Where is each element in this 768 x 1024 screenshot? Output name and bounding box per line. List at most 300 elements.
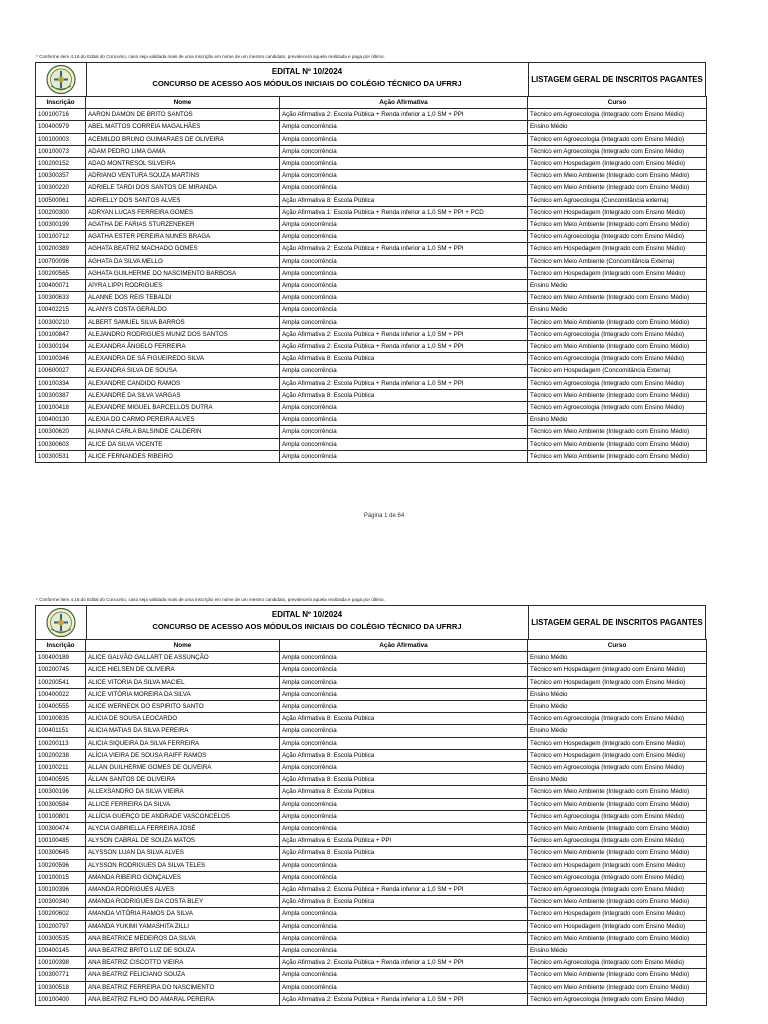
cell-curso: Técnico em Agroecologia (Integrado com Ensino Médio) bbox=[528, 402, 707, 414]
table-row bbox=[36, 353, 707, 365]
table-row bbox=[36, 194, 707, 206]
table-row bbox=[36, 932, 707, 944]
cell-curso: Técnico em Agroecologia (Integrado com Ensino Médio) bbox=[528, 835, 707, 847]
cell-nome: ALEXANDRE DA SILVA VARGAS bbox=[86, 389, 280, 401]
cell-acao-afirmativa: Ampla concorrência bbox=[280, 676, 528, 688]
table-row bbox=[36, 231, 707, 243]
cell-curso: Técnico em Meio Ambiente (Integrado com Ensino Médio) bbox=[528, 798, 707, 810]
cell-acao-afirmativa: Ação Afirmativa 2: Escola Pública + Renda inferior a 1,0 SM + PPI bbox=[280, 243, 528, 255]
cell-inscricao: 100400071 bbox=[36, 280, 86, 292]
cell-nome: ALICIA MATIAS DA SILVA PEREIRA bbox=[86, 725, 280, 737]
cell-acao-afirmativa: Ampla concorrência bbox=[280, 823, 528, 835]
cell-curso: Ensino Médio bbox=[528, 945, 707, 957]
table-row bbox=[36, 920, 707, 932]
cell-inscricao: 100100418 bbox=[36, 402, 86, 414]
cell-acao-afirmativa: Ampla concorrência bbox=[280, 664, 528, 676]
table-row bbox=[36, 810, 707, 822]
cell-acao-afirmativa: Ação Afirmativa 2: Escola Pública + Renda inferior a 1,0 SM + PPI bbox=[280, 328, 528, 340]
cell-inscricao: 100100073 bbox=[36, 145, 86, 157]
col-curso: Curso bbox=[528, 640, 707, 652]
table-row bbox=[36, 737, 707, 749]
cell-acao-afirmativa: Ampla concorrência bbox=[280, 688, 528, 700]
cell-acao-afirmativa: Ação Afirmativa 8: Escola Pública bbox=[280, 194, 528, 206]
edital-note: * Conforme item 4.16 do Edital do Concurso, caso seja validada mais de uma inscrição em nome de um mesmo candidato, prevalecerá aquela realizada e paga por último. bbox=[36, 54, 385, 59]
cell-acao-afirmativa: Ação Afirmativa 8: Escola Pública bbox=[280, 786, 528, 798]
cell-nome: ALLÍCIA GUERÇO DE ANDRADE VASCONCELOS bbox=[86, 810, 280, 822]
cell-nome: ALEXANDRA SILVA DE SOUSA bbox=[86, 365, 280, 377]
cell-acao-afirmativa: Ampla concorrência bbox=[280, 871, 528, 883]
ufrrj-logo bbox=[36, 606, 87, 639]
cell-inscricao: 100200565 bbox=[36, 267, 86, 279]
cell-nome: ALLICE FERREIRA DA SILVA bbox=[86, 798, 280, 810]
cell-acao-afirmativa: Ampla concorrência bbox=[280, 652, 528, 664]
cell-acao-afirmativa: Ampla concorrência bbox=[280, 725, 528, 737]
cell-inscricao: 100200596 bbox=[36, 859, 86, 871]
cell-nome: ALLEXSANDRO DA SILVA VIEIRA bbox=[86, 786, 280, 798]
document-header bbox=[35, 605, 706, 639]
cell-curso: Ensino Médio bbox=[528, 701, 707, 713]
cell-inscricao: 100200300 bbox=[36, 206, 86, 218]
table-row bbox=[36, 109, 707, 121]
cell-acao-afirmativa: Ampla concorrência bbox=[280, 438, 528, 450]
cell-curso: Técnico em Agroecologia (Concomitância externa) bbox=[528, 194, 707, 206]
cell-inscricao: 100600027 bbox=[36, 365, 86, 377]
table-row bbox=[36, 981, 707, 993]
cell-acao-afirmativa: Ação Afirmativa 1: Escola Pública + Renda inferior a 1,0 SM + PPI + PCD bbox=[280, 206, 528, 218]
table-row bbox=[36, 762, 707, 774]
cell-nome: ADAM PEDRO LIMA GAMA bbox=[86, 145, 280, 157]
cell-acao-afirmativa: Ampla concorrência bbox=[280, 450, 528, 462]
cell-curso: Técnico em Meio Ambiente (Integrado com Ensino Médio) bbox=[528, 341, 707, 353]
cell-acao-afirmativa: Ampla concorrência bbox=[280, 701, 528, 713]
cell-acao-afirmativa: Ampla concorrência bbox=[280, 920, 528, 932]
cell-nome: ANA BEATRICE MEDEIROS DA SILVA bbox=[86, 932, 280, 944]
cell-acao-afirmativa: Ampla concorrência bbox=[280, 316, 528, 328]
cell-inscricao: 100200797 bbox=[36, 920, 86, 932]
cell-curso: Técnico em Meio Ambiente (Integrado com Ensino Médio) bbox=[528, 969, 707, 981]
table-row bbox=[36, 414, 707, 426]
cell-curso: Técnico em Hospedagem (Integrado com Ensino Médio) bbox=[528, 664, 707, 676]
page-number: Página 1 de 64 bbox=[363, 513, 405, 519]
edital-title: EDITAL Nº 10/2024 bbox=[271, 610, 343, 619]
cell-acao-afirmativa: Ampla concorrência bbox=[280, 737, 528, 749]
cell-curso: Técnico em Meio Ambiente (Integrado com Ensino Médio) bbox=[528, 182, 707, 194]
table-row bbox=[36, 426, 707, 438]
table-row bbox=[36, 377, 707, 389]
table-row bbox=[36, 365, 707, 377]
cell-nome: ALICE FERNANDES RIBEIRO bbox=[86, 450, 280, 462]
cell-curso: Técnico em Hospedagem (Integrado com Ensino Médio) bbox=[528, 206, 707, 218]
table-row bbox=[36, 847, 707, 859]
cell-inscricao: 100500061 bbox=[36, 194, 86, 206]
cell-inscricao: 100300474 bbox=[36, 823, 86, 835]
cell-acao-afirmativa: Ampla concorrência bbox=[280, 859, 528, 871]
cell-acao-afirmativa: Ampla concorrência bbox=[280, 762, 528, 774]
cell-inscricao: 100200541 bbox=[36, 676, 86, 688]
cell-nome: ALYSON CABRAL DE SOUZA MATOS bbox=[86, 835, 280, 847]
table-header-row bbox=[36, 640, 707, 652]
table-row bbox=[36, 389, 707, 401]
cell-curso: Técnico em Meio Ambiente (Integrado com Ensino Médio) bbox=[528, 932, 707, 944]
cell-curso: Ensino Médio bbox=[528, 121, 707, 133]
cell-acao-afirmativa: Ampla concorrência bbox=[280, 908, 528, 920]
table-row bbox=[36, 688, 707, 700]
cell-curso: Técnico em Meio Ambiente (Integrado com Ensino Médio) bbox=[528, 847, 707, 859]
cell-nome: AGATHA DE FARIAS STURZENEKER bbox=[86, 219, 280, 231]
cell-nome: ADRIELLY DOS SANTOS ALVES bbox=[86, 194, 280, 206]
cell-curso: Técnico em Agroecologia (Integrado com Ensino Médio) bbox=[528, 810, 707, 822]
cell-curso: Técnico em Agroecologia (Integrado com Ensino Médio) bbox=[528, 871, 707, 883]
cell-curso: Técnico em Agroecologia (Integrado com Ensino Médio) bbox=[528, 145, 707, 157]
cell-acao-afirmativa: Ampla concorrência bbox=[280, 219, 528, 231]
cell-nome: ALANNE DOS REIS TEBALDI bbox=[86, 292, 280, 304]
table-row bbox=[36, 713, 707, 725]
table-row bbox=[36, 206, 707, 218]
cell-inscricao: 100400189 bbox=[36, 652, 86, 664]
table-row bbox=[36, 798, 707, 810]
cell-curso: Ensino Médio bbox=[528, 725, 707, 737]
cell-inscricao: 100300199 bbox=[36, 219, 86, 231]
cell-inscricao: 100401151 bbox=[36, 725, 86, 737]
table-row bbox=[36, 908, 707, 920]
cell-curso: Técnico em Meio Ambiente (Integrado com Ensino Médio) bbox=[528, 426, 707, 438]
cell-curso: Técnico em Hospedagem (Integrado com Ensino Médio) bbox=[528, 676, 707, 688]
cell-nome: AARON DAMON DE BRITO SANTOS bbox=[86, 109, 280, 121]
table-row bbox=[36, 664, 707, 676]
cell-acao-afirmativa: Ampla concorrência bbox=[280, 182, 528, 194]
cell-curso: Técnico em Agroecologia (Integrado com Ensino Médio) bbox=[528, 993, 707, 1005]
cell-curso: Técnico em Hospedagem (Integrado com Ensino Médio) bbox=[528, 158, 707, 170]
concurso-title: CONCURSO DE ACESSO AOS MÓDULOS INICIAIS DO COLÉGIO TÉCNICO DA UFRRJ bbox=[152, 79, 462, 88]
cell-inscricao: 100300633 bbox=[36, 292, 86, 304]
cell-acao-afirmativa: Ação Afirmativa 8: Escola Pública bbox=[280, 713, 528, 725]
table-row bbox=[36, 402, 707, 414]
cell-inscricao: 100300584 bbox=[36, 798, 86, 810]
cell-nome: ANA BEATRIZ FILHO DO AMARAL PEREIRA bbox=[86, 993, 280, 1005]
cell-acao-afirmativa: Ação Afirmativa 8: Escola Pública bbox=[280, 774, 528, 786]
cell-nome: ALICE VITORIA DA SILVA MACIEL bbox=[86, 676, 280, 688]
cell-acao-afirmativa: Ampla concorrência bbox=[280, 231, 528, 243]
table-row bbox=[36, 316, 707, 328]
cell-acao-afirmativa: Ampla concorrência bbox=[280, 267, 528, 279]
cell-nome: ANA BEATRIZ FELICIANO SOUZA bbox=[86, 969, 280, 981]
cell-acao-afirmativa: Ação Afirmativa 8: Escola Pública bbox=[280, 847, 528, 859]
cell-acao-afirmativa: Ampla concorrência bbox=[280, 170, 528, 182]
cell-nome: ALIANNA CARLA BALSINDE CALDERIN bbox=[86, 426, 280, 438]
table-row bbox=[36, 945, 707, 957]
table-row bbox=[36, 170, 707, 182]
cell-nome: ALICIA SIQUEIRA DA SILVA FERREIRA bbox=[86, 737, 280, 749]
cell-curso: Técnico em Hospedagem (Integrado com Ensino Médio) bbox=[528, 243, 707, 255]
cell-acao-afirmativa: Ação Afirmativa 2: Escola Pública + Renda inferior a 1,0 SM + PPI bbox=[280, 957, 528, 969]
cell-inscricao: 100100400 bbox=[36, 993, 86, 1005]
cell-inscricao: 100100801 bbox=[36, 810, 86, 822]
cell-nome: ALLAN GUILHERME GOMES DE OLIVEIRA bbox=[86, 762, 280, 774]
cell-nome: ÁLLAN SANTOS DE OLIVEIRA bbox=[86, 774, 280, 786]
cell-acao-afirmativa: Ação Afirmativa 8: Escola Pública bbox=[280, 749, 528, 761]
table-row bbox=[36, 652, 707, 664]
cell-inscricao: 100100003 bbox=[36, 133, 86, 145]
cell-inscricao: 100400979 bbox=[36, 121, 86, 133]
table-row bbox=[36, 749, 707, 761]
table-row bbox=[36, 328, 707, 340]
cell-curso: Técnico em Hospedagem (Integrado com Ensino Médio) bbox=[528, 737, 707, 749]
cell-nome: ALICE WERNECK DO ESPIRITO SANTO bbox=[86, 701, 280, 713]
table-row bbox=[36, 725, 707, 737]
cell-nome: AMANDA VITÓRIA RAMOS DA SILVA bbox=[86, 908, 280, 920]
cell-curso: Técnico em Meio Ambiente (Integrado com Ensino Médio) bbox=[528, 316, 707, 328]
cell-inscricao: 100200113 bbox=[36, 737, 86, 749]
cell-curso: Técnico em Agroecologia (Integrado com Ensino Médio) bbox=[528, 231, 707, 243]
table-row bbox=[36, 774, 707, 786]
cell-inscricao: 100300194 bbox=[36, 341, 86, 353]
table-row bbox=[36, 993, 707, 1005]
listagem-title: LISTAGEM GERAL DE INSCRITOS PAGANTES bbox=[528, 63, 705, 96]
cell-curso: Técnico em Meio Ambiente (Integrado com Ensino Médio) bbox=[528, 450, 707, 462]
cell-curso: Técnico em Meio Ambiente (Integrado com Ensino Médio) bbox=[528, 292, 707, 304]
cell-acao-afirmativa: Ampla concorrência bbox=[280, 798, 528, 810]
table-row bbox=[36, 438, 707, 450]
table-row bbox=[36, 267, 707, 279]
cell-acao-afirmativa: Ampla concorrência bbox=[280, 292, 528, 304]
cell-nome: ADRYAN LUCAS FERREIRA GOMES bbox=[86, 206, 280, 218]
cell-nome: ALEXIA DO CARMO PEREIRA ALVES bbox=[86, 414, 280, 426]
cell-nome: ALICE HIELSEN DE OLIVEIRA bbox=[86, 664, 280, 676]
table-row bbox=[36, 292, 707, 304]
cell-curso: Técnico em Hospedagem (Integrado com Ensino Médio) bbox=[528, 920, 707, 932]
cell-nome: AMANDA RODRIGUES ALVES bbox=[86, 884, 280, 896]
cell-inscricao: 100400555 bbox=[36, 701, 86, 713]
col-acao-afirmativa: Ação Afirmativa bbox=[280, 97, 528, 109]
cell-nome: AGHATA GUILHERME DO NASCIMENTO BARBOSA bbox=[86, 267, 280, 279]
cell-inscricao: 100300210 bbox=[36, 316, 86, 328]
cell-curso: Técnico em Hospedagem (Integrado com Ensino Médio) bbox=[528, 749, 707, 761]
cell-nome: ALEJANDRO RODRIGUES MUNIZ DOS SANTOS bbox=[86, 328, 280, 340]
cell-curso: Técnico em Agroecologia (Integrado com Ensino Médio) bbox=[528, 762, 707, 774]
cell-inscricao: 100100015 bbox=[36, 871, 86, 883]
cell-nome: ALICIA DE SOUSA LEOCARDO bbox=[86, 713, 280, 725]
cell-inscricao: 100300220 bbox=[36, 182, 86, 194]
cell-acao-afirmativa: Ampla concorrência bbox=[280, 810, 528, 822]
table-row bbox=[36, 304, 707, 316]
cell-curso: Técnico em Meio Ambiente (Integrado com Ensino Médio) bbox=[528, 438, 707, 450]
cell-inscricao: 100300340 bbox=[36, 896, 86, 908]
table-row bbox=[36, 243, 707, 255]
cell-acao-afirmativa: Ação Afirmativa 8: Escola Pública bbox=[280, 353, 528, 365]
cell-acao-afirmativa: Ampla concorrência bbox=[280, 365, 528, 377]
table-row bbox=[36, 182, 707, 194]
col-nome: Nome bbox=[86, 97, 280, 109]
cell-nome: ALBERT SAMUEL SILVA BARROS bbox=[86, 316, 280, 328]
cell-nome: ABEL MATTOS CORREIA MAGALHÃES bbox=[86, 121, 280, 133]
table-row bbox=[36, 450, 707, 462]
cell-inscricao: 100100716 bbox=[36, 109, 86, 121]
table-row bbox=[36, 676, 707, 688]
cell-nome: ALICE VITÓRIA MOREIRA DA SILVA bbox=[86, 688, 280, 700]
cell-curso: Ensino Médio bbox=[528, 688, 707, 700]
cell-curso: Ensino Médio bbox=[528, 652, 707, 664]
cell-curso: Técnico em Meio Ambiente (Integrado com Ensino Médio) bbox=[528, 170, 707, 182]
cell-curso: Ensino Médio bbox=[528, 414, 707, 426]
inscritos-table bbox=[35, 96, 707, 463]
cell-inscricao: 100300620 bbox=[36, 426, 86, 438]
col-inscricao: Inscrição bbox=[36, 640, 86, 652]
cell-curso: Técnico em Agroecologia (Integrado com Ensino Médio) bbox=[528, 713, 707, 725]
cell-inscricao: 100300357 bbox=[36, 170, 86, 182]
cell-inscricao: 100200238 bbox=[36, 749, 86, 761]
cell-acao-afirmativa: Ampla concorrência bbox=[280, 158, 528, 170]
cell-acao-afirmativa: Ampla concorrência bbox=[280, 402, 528, 414]
cell-inscricao: 100100211 bbox=[36, 762, 86, 774]
cell-curso: Técnico em Meio Ambiente (Integrado com Ensino Médio) bbox=[528, 896, 707, 908]
cell-curso: Técnico em Hospedagem (Integrado com Ensino Médio) bbox=[528, 908, 707, 920]
cell-acao-afirmativa: Ampla concorrência bbox=[280, 414, 528, 426]
cell-curso: Técnico em Meio Ambiente (Integrado com Ensino Médio) bbox=[528, 981, 707, 993]
document-header bbox=[35, 62, 706, 96]
cell-curso: Técnico em Hospedagem (Integrado com Ensino Médio) bbox=[528, 859, 707, 871]
edital-note: * Conforme item 4.16 do Edital do Concurso, caso seja validada mais de uma inscrição em nome de um mesmo candidato, prevalecerá aquela realizada e paga por último. bbox=[36, 597, 385, 602]
cell-acao-afirmativa: Ação Afirmativa 8: Escola Pública bbox=[280, 389, 528, 401]
cell-inscricao: 100100485 bbox=[36, 835, 86, 847]
cell-curso: Técnico em Agroecologia (Integrado com Ensino Médio) bbox=[528, 377, 707, 389]
cell-acao-afirmativa: Ação Afirmativa 2: Escola Pública + Renda inferior a 1,0 SM + PPI bbox=[280, 884, 528, 896]
header-titles bbox=[86, 606, 528, 639]
cell-inscricao: 100400145 bbox=[36, 945, 86, 957]
cell-nome: ALYSSON LUAN DA SILVA ALVES bbox=[86, 847, 280, 859]
table-header-row bbox=[36, 97, 707, 109]
cell-curso: Técnico em Meio Ambiente (Integrado com Ensino Médio) bbox=[528, 823, 707, 835]
cell-nome: AIYRA LIPPI RODRIGUES bbox=[86, 280, 280, 292]
cell-nome: ALANYS COSTA GERALDO bbox=[86, 304, 280, 316]
cell-acao-afirmativa: Ação Afirmativa 2: Escola Pública + Renda inferior a 1,0 SM + PPI bbox=[280, 377, 528, 389]
cell-nome: ALÍCIA VIEIRA DE SOUSA RAIFF RAMOS bbox=[86, 749, 280, 761]
cell-nome: AGHATA DA SILVA MELLO bbox=[86, 255, 280, 267]
table-row bbox=[36, 884, 707, 896]
cell-acao-afirmativa: Ampla concorrência bbox=[280, 981, 528, 993]
cell-curso: Técnico em Hospedagem (Concomitância Externa) bbox=[528, 365, 707, 377]
cell-acao-afirmativa: Ação Afirmativa 2: Escola Pública + Renda inferior a 1,0 SM + PPI bbox=[280, 109, 528, 121]
cell-inscricao: 100200745 bbox=[36, 664, 86, 676]
col-acao-afirmativa: Ação Afirmativa bbox=[280, 640, 528, 652]
cell-inscricao: 100400130 bbox=[36, 414, 86, 426]
cell-acao-afirmativa: Ação Afirmativa 2: Escola Pública + Renda inferior a 1,0 SM + PPI bbox=[280, 993, 528, 1005]
col-inscricao: Inscrição bbox=[36, 97, 86, 109]
edital-title: EDITAL Nº 10/2024 bbox=[271, 67, 343, 76]
table-row bbox=[36, 896, 707, 908]
cell-inscricao: 100100398 bbox=[36, 957, 86, 969]
cell-acao-afirmativa: Ação Afirmativa 8: Escola Pública bbox=[280, 896, 528, 908]
cell-curso: Técnico em Agroecologia (Integrado com Ensino Médio) bbox=[528, 884, 707, 896]
table-row bbox=[36, 835, 707, 847]
cell-inscricao: 100100346 bbox=[36, 353, 86, 365]
cell-inscricao: 100300196 bbox=[36, 786, 86, 798]
cell-inscricao: 100200602 bbox=[36, 908, 86, 920]
cell-curso: Ensino Médio bbox=[528, 304, 707, 316]
cell-nome: ALICE DA SILVA VICENTE bbox=[86, 438, 280, 450]
cell-nome: ANA BEATRIZ BRITO LUZ DE SOUZA bbox=[86, 945, 280, 957]
cell-nome: AMANDA RIBEIRO GONÇALVES bbox=[86, 871, 280, 883]
table-row bbox=[36, 341, 707, 353]
cell-nome: ALEXANDRE CANDIDO RAMOS bbox=[86, 377, 280, 389]
cell-acao-afirmativa: Ampla concorrência bbox=[280, 133, 528, 145]
table-row bbox=[36, 133, 707, 145]
cell-curso: Técnico em Meio Ambiente (Concomitância Externa) bbox=[528, 255, 707, 267]
cell-inscricao: 100300531 bbox=[36, 450, 86, 462]
cell-inscricao: 100300771 bbox=[36, 969, 86, 981]
cell-inscricao: 100300535 bbox=[36, 932, 86, 944]
cell-acao-afirmativa: Ampla concorrência bbox=[280, 145, 528, 157]
cell-inscricao: 100300387 bbox=[36, 389, 86, 401]
table-row bbox=[36, 121, 707, 133]
cell-acao-afirmativa: Ampla concorrência bbox=[280, 932, 528, 944]
cell-curso: Técnico em Hospedagem (Integrado com Ensino Médio) bbox=[528, 267, 707, 279]
cell-curso: Técnico em Meio Ambiente (Integrado com Ensino Médio) bbox=[528, 389, 707, 401]
cell-curso: Técnico em Agroecologia (Integrado com Ensino Médio) bbox=[528, 328, 707, 340]
table-row bbox=[36, 701, 707, 713]
cell-acao-afirmativa: Ação Afirmativa 6: Escola Pública + PPI bbox=[280, 835, 528, 847]
cell-curso: Técnico em Agroecologia (Integrado com Ensino Médio) bbox=[528, 109, 707, 121]
cell-nome: AGATHA ESTER PEREIRA NUNES BRAGA bbox=[86, 231, 280, 243]
cell-nome: ALEXANDRA DE SÁ FIGUEIREDO SILVA bbox=[86, 353, 280, 365]
table-row bbox=[36, 280, 707, 292]
cell-acao-afirmativa: Ampla concorrência bbox=[280, 969, 528, 981]
table-row bbox=[36, 957, 707, 969]
table-row bbox=[36, 823, 707, 835]
cell-nome: ADRIANO VENTURA SOUZA MARTINS bbox=[86, 170, 280, 182]
cell-inscricao: 100100712 bbox=[36, 231, 86, 243]
cell-inscricao: 100402215 bbox=[36, 304, 86, 316]
cell-curso: Técnico em Agroecologia (Integrado com Ensino Médio) bbox=[528, 353, 707, 365]
cell-nome: ADRIELE TARDI DOS SANTOS DE MIRANDA bbox=[86, 182, 280, 194]
cell-nome: ALYCIA GABRIELLA FERREIRA JOSÉ bbox=[86, 823, 280, 835]
cell-curso: Técnico em Meio Ambiente (Integrado com Ensino Médio) bbox=[528, 786, 707, 798]
inscritos-table bbox=[35, 639, 707, 1006]
cell-acao-afirmativa: Ampla concorrência bbox=[280, 255, 528, 267]
col-curso: Curso bbox=[528, 97, 707, 109]
cell-nome: ALYSSON RODRIGUES DA SILVA TELES bbox=[86, 859, 280, 871]
cell-acao-afirmativa: Ampla concorrência bbox=[280, 304, 528, 316]
cell-nome: AGHATA BEATRIZ MACHADO GOMES bbox=[86, 243, 280, 255]
cell-inscricao: 100200389 bbox=[36, 243, 86, 255]
table-row bbox=[36, 145, 707, 157]
cell-inscricao: 100300603 bbox=[36, 438, 86, 450]
concurso-title: CONCURSO DE ACESSO AOS MÓDULOS INICIAIS DO COLÉGIO TÉCNICO DA UFRRJ bbox=[152, 622, 462, 631]
cell-inscricao: 100300645 bbox=[36, 847, 86, 859]
cell-curso: Técnico em Agroecologia (Integrado com Ensino Médio) bbox=[528, 133, 707, 145]
cell-inscricao: 100100835 bbox=[36, 713, 86, 725]
header-titles bbox=[86, 63, 528, 96]
cell-curso: Ensino Médio bbox=[528, 280, 707, 292]
cell-curso: Ensino Médio bbox=[528, 774, 707, 786]
cell-nome: AMANDA RODRIGUES DA COSTA BLEY bbox=[86, 896, 280, 908]
cell-nome: ALEXANDRA ÂNGELO FERREIRA bbox=[86, 341, 280, 353]
table-row bbox=[36, 969, 707, 981]
cell-inscricao: 100200152 bbox=[36, 158, 86, 170]
listagem-title: LISTAGEM GERAL DE INSCRITOS PAGANTES bbox=[528, 606, 705, 639]
ufrrj-logo bbox=[36, 63, 87, 96]
cell-acao-afirmativa: Ampla concorrência bbox=[280, 945, 528, 957]
cell-acao-afirmativa: Ampla concorrência bbox=[280, 426, 528, 438]
cell-inscricao: 100700096 bbox=[36, 255, 86, 267]
cell-acao-afirmativa: Ampla concorrência bbox=[280, 121, 528, 133]
cell-inscricao: 100300518 bbox=[36, 981, 86, 993]
cell-curso: Técnico em Agroecologia (Integrado com Ensino Médio) bbox=[528, 957, 707, 969]
table-row bbox=[36, 158, 707, 170]
table-row bbox=[36, 219, 707, 231]
cell-nome: ALICE GALVÃO GALLART DE ASSUNÇÃO bbox=[86, 652, 280, 664]
cell-nome: ANA BEATRIZ FERREIRA DO NASCIMENTO bbox=[86, 981, 280, 993]
col-nome: Nome bbox=[86, 640, 280, 652]
